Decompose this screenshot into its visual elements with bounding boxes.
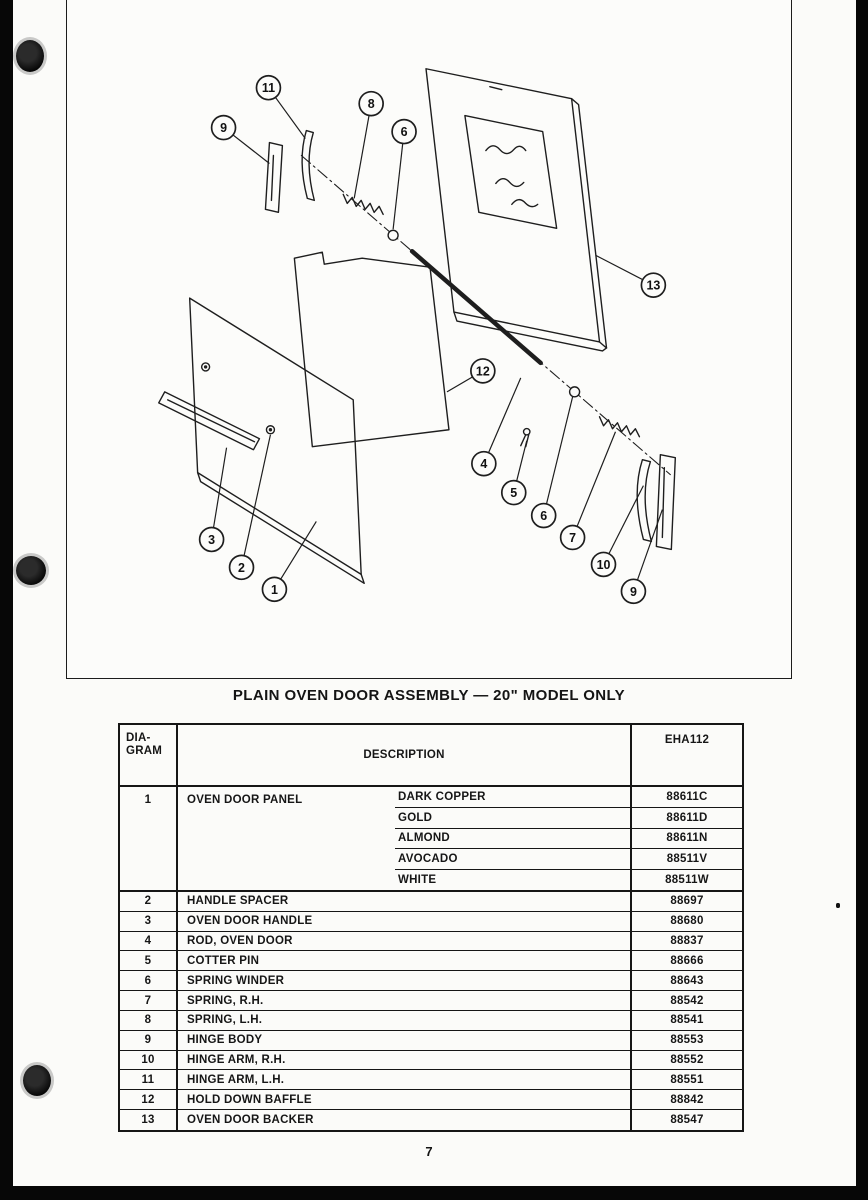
row-diagram-number: 4 bbox=[120, 932, 178, 951]
diagram-callout bbox=[561, 525, 585, 549]
row-description: HINGE ARM, R.H. bbox=[178, 1051, 632, 1070]
diagram-callout bbox=[256, 76, 280, 100]
callout-number: 11 bbox=[261, 81, 276, 96]
row-description: SPRING, L.H. bbox=[178, 1011, 632, 1030]
row-diagram-number: 6 bbox=[120, 971, 178, 990]
row-diagram-number: 11 bbox=[120, 1070, 178, 1089]
variant-rows bbox=[395, 787, 742, 890]
row-diagram-number: 9 bbox=[120, 1031, 178, 1050]
rod-assembly-drawing bbox=[301, 156, 670, 475]
row-description: HOLD DOWN BAFFLE bbox=[178, 1090, 632, 1109]
spring-lh-drawing bbox=[343, 194, 383, 214]
table-row bbox=[120, 1110, 742, 1130]
callout-number: 3 bbox=[208, 532, 216, 547]
table-row bbox=[120, 892, 742, 912]
callout-leader-line bbox=[544, 397, 573, 516]
callout-leader-line bbox=[573, 432, 616, 538]
diagram-callout bbox=[621, 579, 645, 603]
row-part-number: 88551 bbox=[670, 1073, 704, 1086]
diagram-callout bbox=[472, 452, 496, 476]
row-part-number: 88553 bbox=[670, 1034, 704, 1047]
row-diagram-number: 8 bbox=[120, 1011, 178, 1030]
right-hinge-drawing bbox=[637, 455, 675, 550]
binder-hole bbox=[16, 40, 44, 72]
callout-leader-line bbox=[393, 132, 404, 230]
row-description: HINGE BODY bbox=[178, 1031, 632, 1050]
scan-edge-right bbox=[856, 0, 868, 1200]
diagram-callout bbox=[230, 555, 254, 579]
variant-color: AVOCADO bbox=[395, 849, 632, 869]
row-description: OVEN DOOR BACKER bbox=[178, 1110, 632, 1130]
callout-number: 7 bbox=[569, 530, 577, 545]
table-row bbox=[120, 912, 742, 932]
binder-hole bbox=[23, 1065, 51, 1096]
table-row bbox=[120, 1090, 742, 1110]
callout-number: 9 bbox=[220, 121, 228, 136]
table-row bbox=[120, 1011, 742, 1031]
hold-down-baffle-drawing bbox=[294, 252, 449, 446]
table-row bbox=[120, 1070, 742, 1090]
parts-table-body bbox=[120, 892, 742, 1130]
variant-color: DARK COPPER bbox=[395, 787, 632, 807]
header-part-number: EHA112 bbox=[664, 734, 710, 746]
hinge-arm-rh-drawing bbox=[637, 460, 651, 542]
row-description: SPRING WINDER bbox=[178, 971, 632, 990]
scan-edge-bottom bbox=[0, 1186, 868, 1200]
callout-number: 12 bbox=[475, 364, 490, 379]
row-diagram-number: 1 bbox=[120, 787, 178, 890]
callout-leader-line bbox=[242, 435, 271, 568]
table-row bbox=[120, 932, 742, 952]
diagram-callout bbox=[471, 359, 495, 383]
callout-number: 1 bbox=[270, 582, 278, 597]
diagram-title: PLAIN OVEN DOOR ASSEMBLY — 20" MODEL ONLY bbox=[232, 687, 626, 704]
table-row bbox=[120, 991, 742, 1011]
variant-color: ALMOND bbox=[395, 829, 632, 849]
header-diagram-column bbox=[120, 725, 178, 785]
row-diagram-number: 7 bbox=[120, 991, 178, 1010]
diagram-callout bbox=[212, 116, 236, 140]
callout-number: 8 bbox=[367, 97, 375, 112]
scan-edge-left bbox=[0, 0, 13, 1200]
diagram-callout bbox=[392, 120, 416, 144]
row-part-number: 88837 bbox=[670, 935, 704, 948]
variant-row bbox=[395, 829, 742, 850]
row-description: HINGE ARM, L.H. bbox=[178, 1070, 632, 1089]
diagram-callout bbox=[592, 552, 616, 576]
door-handle-drawing bbox=[159, 392, 260, 450]
variant-row bbox=[395, 787, 742, 808]
oven-door-backer-drawing bbox=[426, 69, 607, 351]
diagram-callout bbox=[359, 92, 383, 116]
callout-leader-line bbox=[484, 378, 521, 464]
row-description: HANDLE SPACER bbox=[178, 892, 632, 911]
scan-speck bbox=[836, 903, 840, 908]
row-diagram-number: 5 bbox=[120, 951, 178, 970]
table-row bbox=[120, 1031, 742, 1051]
callout-leader-line bbox=[354, 104, 371, 199]
callout-number: 9 bbox=[629, 584, 637, 599]
diagram-callout bbox=[262, 577, 286, 601]
callout-number: 4 bbox=[480, 457, 488, 472]
exploded-view-diagram bbox=[67, 0, 791, 678]
row-part-number: 88552 bbox=[670, 1054, 704, 1067]
header-diagram-line1: DIA- bbox=[126, 732, 151, 744]
table-row bbox=[120, 951, 742, 971]
callout-number: 6 bbox=[540, 509, 548, 523]
variant-part-number: 88611C bbox=[666, 790, 708, 803]
variant-part-number: 88511V bbox=[666, 853, 708, 866]
variant-color: WHITE bbox=[395, 870, 632, 890]
page-number: 7 bbox=[425, 1144, 433, 1159]
row-diagram-number: 2 bbox=[120, 892, 178, 911]
diagram-callout bbox=[502, 481, 526, 505]
row-diagram-number: 12 bbox=[120, 1090, 178, 1109]
row-description: SPRING, R.H. bbox=[178, 991, 632, 1010]
row-part-number: 88547 bbox=[670, 1114, 704, 1127]
row-description: COTTER PIN bbox=[178, 951, 632, 970]
spring-winder-drawing bbox=[570, 387, 580, 397]
variant-part-number: 88511W bbox=[665, 874, 709, 887]
callout-leader-line bbox=[212, 448, 227, 540]
row-diagram-number: 13 bbox=[120, 1110, 178, 1130]
header-description: DESCRIPTION bbox=[178, 725, 632, 785]
row-description: OVEN DOOR PANEL bbox=[187, 794, 303, 806]
row-description: ROD, OVEN DOOR bbox=[178, 932, 632, 951]
callout-leader-line bbox=[604, 486, 644, 565]
header-diagram-line2: GRAM bbox=[126, 745, 163, 757]
row-description: OVEN DOOR HANDLE bbox=[178, 912, 632, 931]
hinge-arm-lh-drawing bbox=[302, 131, 314, 201]
row-part-number: 88643 bbox=[670, 974, 704, 987]
row-part-number: 88542 bbox=[670, 994, 704, 1007]
callout-number: 2 bbox=[238, 560, 245, 575]
callout-number: 13 bbox=[646, 278, 661, 293]
callout-number: 10 bbox=[596, 557, 611, 572]
variant-part-number: 88611D bbox=[666, 811, 708, 824]
spring-winder-drawing bbox=[388, 230, 398, 240]
left-hinge-drawing bbox=[265, 131, 314, 213]
row-part-number: 88680 bbox=[670, 915, 704, 928]
row-diagram-number: 10 bbox=[120, 1051, 178, 1070]
variant-part-number: 88611N bbox=[666, 832, 708, 845]
table-row-oven-door-panel bbox=[120, 787, 742, 892]
spring-rh-drawing bbox=[600, 417, 640, 437]
table-row bbox=[120, 1051, 742, 1071]
row-diagram-number: 3 bbox=[120, 912, 178, 931]
callout-number: 6 bbox=[400, 125, 408, 140]
callout-number: 5 bbox=[510, 486, 518, 501]
diagram-frame bbox=[66, 0, 792, 679]
diagram-callout bbox=[532, 504, 556, 528]
variant-color: GOLD bbox=[395, 808, 632, 828]
table-header bbox=[120, 725, 742, 787]
table-row bbox=[120, 971, 742, 991]
binder-hole bbox=[16, 556, 46, 585]
row-part-number: 88842 bbox=[670, 1093, 704, 1106]
row-part-number: 88697 bbox=[670, 895, 704, 908]
diagram-callout bbox=[200, 527, 224, 551]
row-part-number: 88541 bbox=[670, 1014, 704, 1027]
variant-row bbox=[395, 870, 742, 890]
variant-row bbox=[395, 849, 742, 870]
diagram-callout bbox=[641, 273, 665, 297]
variant-row bbox=[395, 808, 742, 829]
row-part-number: 88666 bbox=[670, 954, 704, 967]
parts-table bbox=[118, 723, 744, 1132]
